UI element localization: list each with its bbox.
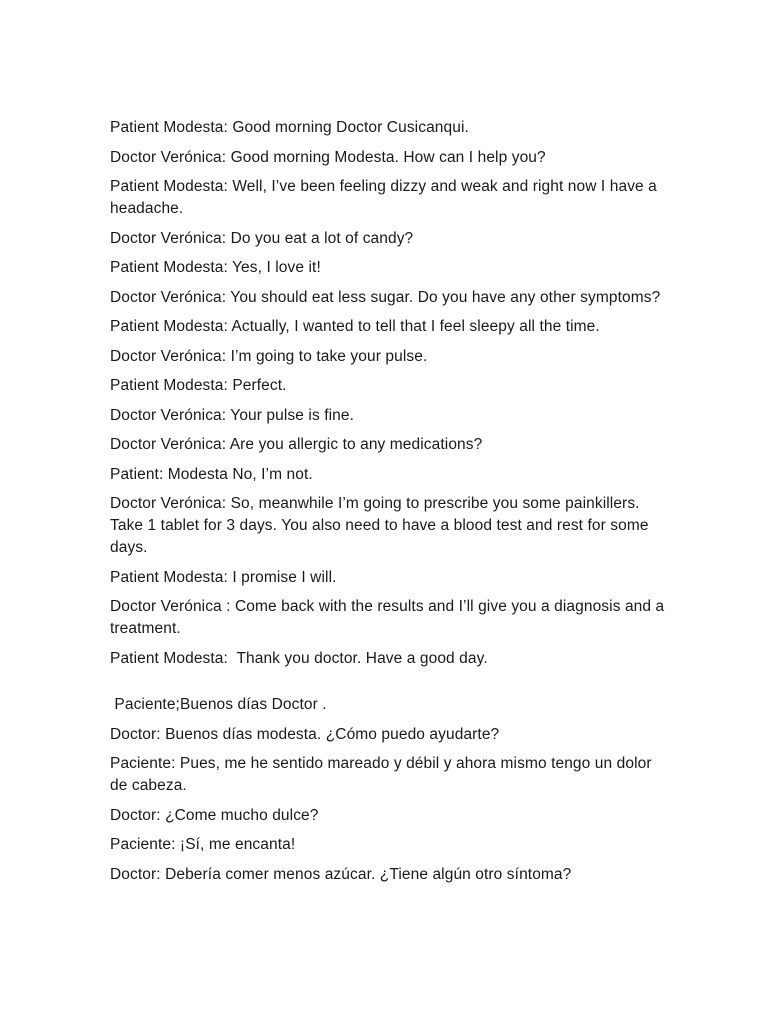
dialogue-line: Doctor Verónica: I’m going to take your pulse. (110, 347, 428, 365)
dialogue-line: Doctor Verónica: Are you allergic to any medications? (110, 436, 483, 453)
dialogue-line: Patient Modesta: Thank you doctor. Have a good day. (110, 649, 488, 667)
dialogue-line: Patient Modesta: Perfect. (110, 377, 287, 394)
dialogue-line: Paciente: Pues, me he sentido mareado y débil y ahora mismo tengo un dolor de cabeza. (110, 755, 657, 794)
dialogue-line: Doctor Verónica: So, meanwhile I’m going to prescribe you some painkillers. Take 1 tablet for 3 days. You also need to have a blood test and rest for some days. (110, 495, 654, 556)
english-dialogue (110, 117, 669, 670)
dialogue-line: Patient Modesta: I promise I will. (110, 568, 337, 586)
dialogue-line: Doctor Verónica: You should eat less sugar. Do you have any other symptoms? (110, 288, 661, 306)
dialogue-line: Doctor Verónica : Come back with the results and I’ll give you a diagnosis and a treatment. (110, 598, 669, 637)
dialogue-line: Doctor: Buenos días modesta. ¿Cómo puedo ayudarte? (110, 725, 500, 743)
dialogue-text (110, 117, 669, 893)
dialogue-line: Paciente: ¡Sí, me encanta! (110, 836, 296, 853)
dialogue-line: Patient Modesta: Good morning Doctor Cusicanqui. (110, 119, 469, 136)
dialogue-line: Patient Modesta: Well, I’ve been feeling dizzy and weak and right now I have a headache. (110, 178, 662, 217)
dialogue-line: Doctor Verónica: Your pulse is fine. (110, 406, 354, 424)
dialogue-line: Patient: Modesta No, I’m not. (110, 465, 313, 483)
spanish-dialogue (110, 694, 665, 886)
dialogue-line: Patient Modesta: Actually, I wanted to tell that I feel sleepy all the time. (110, 318, 600, 335)
dialogue-line: Doctor Verónica: Do you eat a lot of candy? (110, 229, 414, 247)
dialogue-line: Doctor: ¿Come mucho dulce? (110, 806, 319, 824)
section-gap (110, 677, 665, 694)
dialogue-line: Patient Modesta: Yes, I love it! (110, 259, 321, 276)
dialogue-line: Doctor: Debería comer menos azúcar. ¿Tiene algún otro síntoma? (110, 865, 572, 883)
dialogue-line: Doctor Verónica: Good morning Modesta. How can I help you? (110, 148, 546, 166)
dialogue-line: Paciente;Buenos días Doctor . (110, 696, 327, 713)
